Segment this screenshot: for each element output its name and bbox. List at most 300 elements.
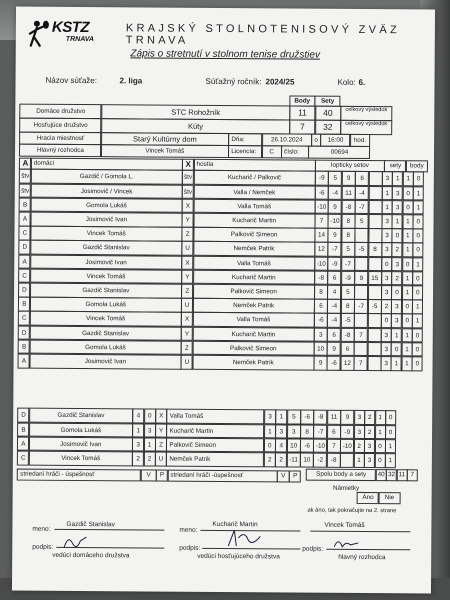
home-player-letter: C [19, 226, 31, 241]
home-player-letter: C [18, 311, 30, 326]
guest-player-wins: 1 [264, 424, 276, 439]
away-sets-won: 3 [392, 200, 403, 215]
away-point: 1 [412, 300, 423, 315]
set-score: -7 [328, 242, 342, 257]
set-score: 14 [314, 228, 328, 243]
set-score: 6 [327, 327, 341, 342]
home-player-losses: 0 [144, 409, 156, 424]
licence-label: Licencia: [228, 145, 262, 158]
set-score [354, 313, 368, 328]
home-point: 1 [402, 243, 413, 258]
set-score [354, 342, 368, 357]
guest-player-letter: Y [155, 423, 167, 438]
guest-player-name: Valla Tomáš [167, 409, 265, 424]
home-player-name: Gazdič Stanislav [29, 408, 133, 423]
set-score: 3 [287, 424, 301, 439]
guest-player-letter: U [182, 241, 194, 256]
home-player-letter: C [19, 268, 31, 283]
objections-no[interactable]: Nie [378, 492, 400, 504]
away-sets-won: 2 [392, 271, 403, 286]
away-point: 0 [413, 229, 424, 244]
away-point: 0 [412, 342, 423, 357]
set-score: 5 [341, 242, 355, 257]
guest-letter-header: X [182, 159, 194, 171]
set-score [354, 285, 368, 300]
referee-signature-mark [332, 535, 362, 551]
home-player-losses: 2 [143, 451, 155, 466]
away-team-sets: 32 [315, 120, 341, 135]
home-player-name: Vincek Tomáš [29, 451, 133, 466]
guest-player-name: Kucharič Martin [193, 213, 315, 228]
set-score: 8 [341, 299, 355, 314]
set-score: 9 [328, 200, 342, 215]
away-sets-won: 3 [392, 186, 403, 201]
time-at: o [311, 134, 321, 147]
referee-sign-label: podpis: [302, 545, 324, 553]
guest-header: hostia [194, 159, 316, 171]
set-score [354, 257, 368, 272]
home-player-letter: B [18, 339, 30, 354]
away-point: 1 [412, 257, 423, 272]
guest-player-losses: 3 [275, 424, 287, 439]
objections-choice-row [358, 493, 401, 504]
home-point: 1 [402, 328, 413, 343]
set-score [368, 257, 382, 272]
set-score: 11 [342, 185, 356, 200]
set-score [368, 285, 382, 300]
away-point: 1 [412, 314, 423, 329]
away-sets-won: 2 [392, 243, 403, 258]
set-score: 8 [300, 424, 314, 439]
home-sets-won: 0 [381, 257, 392, 272]
objections-label: Námietky [332, 485, 360, 493]
home-player-name: Vincek Tomáš [30, 226, 182, 242]
guest-player-losses: 1 [275, 410, 287, 425]
away-team-label: Hosťujúce družstvo [20, 118, 102, 133]
guest-player-name: Kucharič Martin [192, 326, 314, 341]
set-score: -5 [355, 242, 369, 257]
set-score: 6 [328, 271, 342, 286]
set-score [368, 228, 382, 243]
set-score: 5 [355, 214, 369, 229]
season-label: Súťažný ročník: [205, 76, 262, 87]
set-score: 9 [342, 171, 356, 186]
guest-player-letter: U [181, 298, 193, 313]
home-letter-header: A [19, 158, 31, 170]
away-sub-v: V [277, 471, 290, 483]
away-signature-mark [224, 528, 264, 550]
away-point: 0 [413, 172, 424, 187]
home-player-wins: 4 [132, 409, 144, 424]
home-sets-won: 3 [382, 172, 393, 187]
home-player-name: Vincek Tomáš [30, 311, 182, 327]
number-value: 00694 [308, 146, 370, 159]
away-point: 0 [412, 271, 423, 286]
away-point: 0 [413, 243, 424, 258]
home-player-wins: 2 [132, 451, 144, 466]
home-point: 0 [374, 453, 385, 468]
home-name-line [54, 529, 164, 531]
home-player-letter: A [19, 212, 31, 227]
set-score: -8 [341, 327, 355, 342]
home-player-letter: A [19, 254, 31, 269]
set-score: -6 [314, 313, 328, 328]
home-point: 0 [402, 200, 413, 215]
guest-player-wins: 3 [264, 410, 276, 425]
home-player-letter: B [17, 422, 29, 437]
totals-label: Spolu body a sety [306, 469, 376, 481]
set-score: 10 [300, 453, 314, 468]
home-sign-label: podpis: [32, 543, 54, 551]
guest-player-name: Valla Tomáš [192, 312, 314, 327]
home-player-name: Gazdič / Gomola L. [31, 169, 183, 185]
guest-player-name: Valla Tomáš [193, 199, 315, 214]
home-player-wins: 1 [132, 423, 144, 438]
set-score: 6 [355, 171, 369, 186]
set-score: 7 [327, 439, 341, 454]
set-score: 10 [287, 438, 301, 453]
set-score: 7 [354, 356, 368, 371]
objections-yes[interactable]: Áno [357, 492, 379, 504]
set-score: 6 [327, 424, 341, 439]
guest-player-name: Palkovič Simeon [192, 341, 314, 356]
away-leader-role: vedúci hosťujúceho družstva [197, 552, 280, 561]
set-score: -10 [314, 256, 328, 271]
home-point: 0 [402, 257, 413, 272]
home-player-letter: D [18, 408, 30, 423]
set-score: 9 [327, 342, 341, 357]
referee-sign-name: Vincek Tomáš [324, 521, 365, 529]
guest-player-letter: X [182, 199, 194, 214]
set-score: -10 [313, 438, 327, 453]
set-score: 7 [354, 328, 368, 343]
home-player-name: Gomola Lukáš [30, 197, 182, 213]
home-player-name: Josimovič Ivan [29, 354, 181, 370]
away-point: 1 [413, 200, 424, 215]
set-score: 10 [314, 341, 328, 356]
set-score [367, 356, 381, 371]
away-team-points: 7 [289, 120, 315, 135]
document-title: Zápis o stretnutí v stolnom tenise družstiev [130, 48, 321, 61]
set-score: -4 [355, 186, 369, 201]
time-value: 16:00 [321, 134, 351, 147]
home-player-name: Josimovič Ivan [30, 212, 182, 228]
set-score: 8 [341, 228, 355, 243]
player-summary-row [18, 451, 396, 468]
score-sheet [12, 7, 435, 594]
guest-player-name: Nemček Patrik [193, 298, 315, 313]
home-player-losses: 1 [144, 437, 156, 452]
home-sets-won: 3 [354, 410, 365, 425]
home-player-name: Vincek Tomáš [30, 268, 182, 284]
date-label: Dňa: [228, 133, 262, 146]
set-score: 9 [328, 228, 342, 243]
points-header: body [406, 161, 428, 173]
set-score: 4 [327, 285, 341, 300]
set-score: -6 [300, 410, 314, 425]
guest-player-letter: Z [181, 341, 193, 356]
home-leader-role: vedúci domáceho družstva [52, 551, 130, 560]
total-home-sets: 40 [376, 469, 387, 481]
body-header: Body [289, 96, 315, 107]
guest-player-letter: X [181, 312, 193, 327]
home-point: 0 [402, 314, 413, 329]
home-player-letter: D [18, 325, 30, 340]
home-player-name: Gomola Lukáš [30, 297, 182, 313]
away-sets-won: 0 [391, 342, 402, 357]
home-point: 1 [402, 228, 413, 243]
home-player-name: Gomola Lukáš [29, 339, 181, 355]
home-sets-won: 3 [381, 328, 392, 343]
round-label: Kolo: [337, 77, 356, 87]
set-score: 6 [314, 299, 328, 314]
away-leader-name: Kucharič Martin [212, 520, 258, 529]
set-score: -9 [341, 271, 355, 286]
set-score: -4 [327, 313, 341, 328]
home-point: 1 [375, 425, 386, 440]
set-score: 12 [314, 242, 328, 257]
guest-player-name: Kucharič / Palkovič [193, 170, 315, 185]
away-name-label: meno: [179, 526, 198, 534]
referee-role: hlavný rozhodca [338, 553, 386, 562]
home-player-letter: štv [19, 183, 31, 198]
guest-player-name: Palkovič Simeon [193, 284, 315, 299]
set-score: 11 [327, 410, 341, 425]
home-sets-won: 3 [354, 425, 365, 440]
set-score [368, 200, 382, 215]
set-score: -7 [341, 256, 355, 271]
guest-player-name: Valla Tomáš [193, 255, 315, 270]
set-score: -6 [300, 438, 314, 453]
set-score: 9 [340, 410, 354, 425]
referee-row [20, 145, 371, 159]
guest-player-letter: Y [181, 270, 193, 285]
guest-player-letter: X [181, 255, 193, 270]
set-score [368, 214, 382, 229]
away-point: 1 [385, 453, 396, 468]
referee-name-line [310, 531, 410, 533]
away-team-name: Kúty [101, 119, 290, 135]
home-name-label: meno: [32, 525, 51, 533]
guest-player-name: Nemček Patrik [193, 241, 315, 256]
home-team-name: STC Rohožník [101, 105, 290, 121]
continue-note: ak áno, tak pokračujte na 2. strane [307, 507, 397, 515]
organization-name: KRAJSKÝ STOLNOTENISOVÝ ZVÄZ TRNAVA [125, 22, 401, 47]
home-point: 1 [403, 172, 414, 187]
away-sets-won: 3 [364, 453, 375, 468]
home-team-points: 11 [289, 106, 315, 121]
set-score: 12 [340, 356, 354, 371]
number-label: číslo: [281, 146, 309, 159]
guest-player-name: Kucharič Martin [193, 270, 315, 285]
home-team-sets: 40 [315, 106, 341, 121]
overall-result-label: celkový výsledok [340, 106, 392, 121]
away-sets-won: 2 [364, 425, 375, 440]
home-sets-won: 1 [382, 200, 393, 215]
away-sets-won: 0 [391, 285, 402, 300]
set-scores-header: lopticky setov [315, 160, 385, 172]
away-sets-won: 3 [391, 299, 402, 314]
guest-player-name: Kucharič Martin [166, 423, 264, 438]
away-sets-won: 1 [392, 172, 403, 187]
home-player-name: Josimovič Ivan [29, 436, 133, 451]
home-sets-won: 3 [381, 271, 392, 286]
home-player-letter: A [17, 436, 29, 451]
guest-player-name: Nemček Patrik [192, 355, 314, 370]
set-score: 5 [328, 171, 342, 186]
home-player-letter: štv [19, 169, 31, 184]
home-player-letter: B [18, 297, 30, 312]
home-point: 0 [402, 299, 413, 314]
venue-label: Hracia miestnosť [19, 132, 101, 145]
totals-row [307, 470, 418, 482]
away-sub-p: P [289, 471, 301, 483]
guest-player-letter: Z [182, 227, 194, 242]
guest-player-letter: U [155, 452, 167, 467]
competition-value: 2. liga [119, 76, 143, 86]
set-score: -8 [341, 200, 355, 215]
home-sets-won: 3 [381, 243, 392, 258]
home-player-name: Gazdič Stanislav [30, 325, 182, 341]
guest-player-name: Palkovič Simeon [193, 227, 315, 242]
home-player-name: Gazdič Stanislav [30, 240, 182, 256]
set-score [355, 228, 369, 243]
set-score: 7 [315, 214, 329, 229]
set-score: -11 [286, 452, 300, 467]
away-point: 0 [412, 328, 423, 343]
home-point: 1 [402, 271, 413, 286]
guest-player-losses: 2 [275, 452, 287, 467]
logo-text: KSTZ [51, 18, 90, 37]
referee-value: Vincek Tomáš [101, 145, 229, 158]
away-sets-won: 3 [391, 314, 402, 329]
home-player-name: Josimovič Ivan [30, 254, 182, 270]
away-point: 0 [385, 411, 396, 426]
home-sets-won: 2 [381, 299, 392, 314]
set-score [368, 171, 382, 186]
home-player-letter: B [19, 197, 31, 212]
time-unit: hod. [350, 134, 370, 147]
season-value: 2024/25 [265, 77, 295, 87]
set-score: -9 [315, 171, 329, 186]
set-score: -10 [315, 199, 329, 214]
guest-player-letter: X [155, 409, 167, 424]
guest-player-name: Valla / Nemček [193, 184, 315, 199]
home-sets-won: 3 [381, 285, 392, 300]
set-score: 3 [314, 327, 328, 342]
guest-player-wins: 0 [264, 438, 276, 453]
licence-value: C [262, 146, 282, 159]
home-point: 0 [403, 186, 414, 201]
away-sets-won: 1 [391, 356, 402, 371]
home-player-name: Josimovič / Vincek [31, 183, 183, 199]
set-score: -4 [327, 299, 341, 314]
home-leader-name: Gazdič Stanislav [66, 520, 115, 529]
set-score [367, 342, 381, 357]
away-substitutes-label: striedaní hráči -úspešnosť [167, 470, 277, 482]
guest-player-letter: U [181, 355, 193, 370]
guest-player-letter: Z [181, 284, 193, 299]
home-signature-mark [62, 533, 90, 551]
set-score: -8 [314, 270, 328, 285]
away-sets-won: 3 [364, 439, 375, 454]
home-point: 1 [401, 342, 412, 357]
continue-row [277, 506, 426, 517]
away-sets-won: 1 [391, 328, 402, 343]
away-point: 1 [385, 439, 396, 454]
home-header: domáci [31, 158, 183, 171]
guest-player-letter: Y [181, 326, 193, 341]
home-player-losses: 3 [144, 423, 156, 438]
table-tennis-player-icon [28, 19, 52, 49]
away-sets-won: 3 [392, 257, 403, 272]
set-score: -9 [328, 256, 342, 271]
match-row [19, 354, 423, 371]
set-score: 9 [314, 356, 328, 371]
set-score: 5 [341, 285, 355, 300]
home-point: 0 [374, 439, 385, 454]
set-score: 15 [368, 271, 382, 286]
set-score: -8 [327, 453, 341, 468]
home-sets-won: 3 [381, 342, 392, 357]
home-player-name: Gazdič Stanislav [30, 283, 182, 299]
guest-player-letter: Z [155, 437, 167, 452]
set-score: -6 [327, 356, 341, 371]
venue-value: Starý Kultúrny dom [101, 133, 229, 146]
home-player-letter: C [17, 451, 29, 466]
set-score: 8 [368, 242, 382, 257]
set-score: -8 [314, 410, 328, 425]
set-score: 9 [354, 271, 368, 286]
total-away-points: 7 [407, 470, 418, 482]
home-point: 1 [375, 410, 386, 425]
home-sets-won: 3 [381, 356, 392, 371]
set-score: -10 [328, 214, 342, 229]
home-point: 1 [402, 214, 413, 229]
set-score [368, 186, 382, 201]
logo-subtext: TRNAVA [65, 35, 94, 44]
set-score: -2 [313, 453, 327, 468]
home-sets-won: 2 [354, 439, 365, 454]
total-away-sets: 32 [386, 470, 397, 482]
home-team-label: Domáce družstvo [20, 104, 102, 119]
home-player-letter: D [18, 283, 30, 298]
set-score [367, 313, 381, 328]
set-score: -7 [354, 299, 368, 314]
home-player-letter: A [18, 354, 30, 369]
guest-player-letter: Y [182, 213, 194, 228]
home-substitutes-label: striedaní hráči - úspešnosť [17, 469, 141, 481]
away-sign-label: podpis: [179, 544, 201, 552]
home-sets-won: 0 [381, 314, 392, 329]
guest-player-name: Nemček Patrik [166, 452, 264, 467]
set-score: -10 [340, 439, 354, 454]
home-sub-v: V [141, 470, 157, 482]
date-value: 26.10.2024 [262, 134, 312, 147]
total-home-points: 11 [396, 470, 407, 482]
round-value: 6. [358, 77, 366, 87]
set-score: -7 [355, 200, 369, 215]
away-point: 0 [385, 425, 396, 440]
away-sets-won: 1 [392, 214, 403, 229]
home-player-name: Gomola Lukáš [29, 422, 133, 437]
set-score: 8 [341, 214, 355, 229]
sets-header: sety [384, 161, 406, 173]
away-point: 1 [413, 186, 424, 201]
home-sets-won: 3 [381, 228, 392, 243]
away-point: 0 [412, 356, 423, 371]
set-score: 6 [340, 342, 354, 357]
